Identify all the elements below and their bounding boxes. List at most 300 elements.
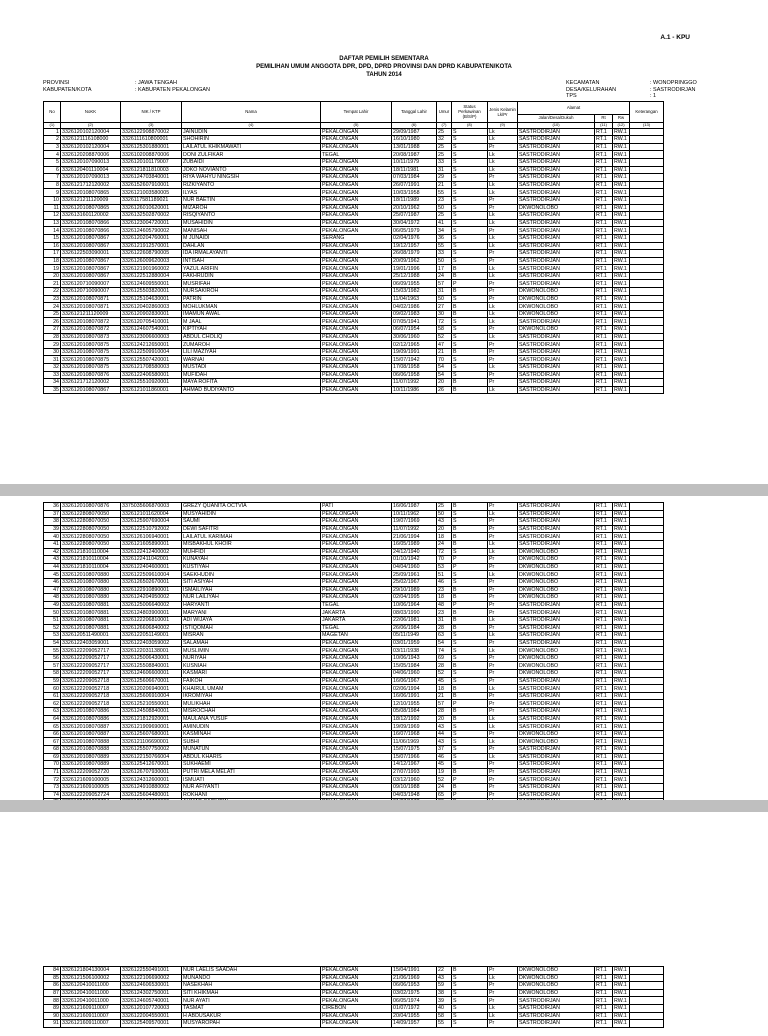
table-cell: PEKALONGAN — [321, 356, 392, 364]
table-cell: 3326126707930001 — [121, 768, 182, 776]
table-cell — [630, 257, 664, 265]
table-cell: NUR LAELIS SAADAH — [182, 967, 321, 975]
table-cell: 51 — [44, 616, 61, 624]
table-cell — [630, 670, 664, 678]
table-row — [44, 601, 664, 609]
table-cell: 3326122512880004 — [121, 272, 182, 280]
table-cell: 34 — [437, 227, 452, 235]
table-cell: 49 — [44, 601, 61, 609]
table-cell: PEKALONGAN — [321, 333, 392, 341]
table-cell: HARYANTI — [182, 601, 321, 609]
table-cell: 45 — [437, 761, 452, 769]
table-cell: DKWONOLOBO — [518, 738, 595, 746]
table-cell: 3326121211120009 — [61, 196, 121, 204]
table-cell: FAIKOH — [182, 677, 321, 685]
table-cell: 65 — [437, 791, 452, 799]
table-cell: PEKALONGAN — [321, 265, 392, 273]
table-cell: RW.1 — [613, 288, 630, 296]
table-cell — [630, 371, 664, 379]
table-cell: PEKALONGAN — [321, 723, 392, 731]
table-cell: PEKALONGAN — [321, 563, 392, 571]
table-cell: 20/04/1955 — [392, 1012, 437, 1020]
table-cell: 3326121506100002 — [61, 974, 121, 982]
table-cell: PEKALONGAN — [321, 997, 392, 1005]
table-cell: JAKARTA — [321, 616, 392, 624]
table-cell: RT.1 — [595, 242, 613, 250]
table-cell: 3326122209052718 — [61, 677, 121, 685]
table-cell: 3326125210550001 — [121, 700, 182, 708]
table-cell: PEKALONGAN — [321, 196, 392, 204]
title-line-1: DAFTAR PEMILIH SEMENTARA — [339, 56, 429, 62]
table-cell: 04/06/1960 — [392, 670, 437, 678]
table-cell: 86 — [44, 982, 61, 990]
table-cell: 03/12/1960 — [392, 776, 437, 784]
table-cell: 46 — [437, 578, 452, 586]
table-cell: DKWONOLOBO — [518, 670, 595, 678]
table-cell: ZUMAROH — [182, 341, 321, 349]
table-cell: 41 — [437, 219, 452, 227]
table-cell — [630, 166, 664, 174]
table-cell: DAHLAN — [182, 242, 321, 250]
table-cell: Pr — [488, 518, 518, 526]
table-cell: 37 — [437, 746, 452, 754]
table-cell: B — [452, 586, 488, 594]
table-cell: RT.1 — [595, 364, 613, 372]
table-cell: S — [452, 371, 488, 379]
table-cell: PEKALONGAN — [321, 989, 392, 997]
table-cell — [630, 677, 664, 685]
table-cell: RT.1 — [595, 257, 613, 265]
table-cell — [630, 783, 664, 791]
table-cell: 3326131601120002 — [61, 212, 121, 220]
table-cell — [630, 189, 664, 197]
table-cell: RT.1 — [595, 295, 613, 303]
table-row — [44, 662, 664, 670]
table-cell: RT.1 — [595, 303, 613, 311]
table-cell: RW.1 — [613, 586, 630, 594]
table-cell: PEKALONGAN — [321, 143, 392, 151]
table-cell: KUSNIAH — [182, 662, 321, 670]
table-cell — [630, 594, 664, 602]
table-cell: SASTRODIRJAN — [518, 601, 595, 609]
table-cell: 32 — [44, 364, 61, 372]
table-cell: 44 — [44, 563, 61, 571]
table-cell: S — [452, 548, 488, 556]
table-cell: 15/07/1975 — [392, 746, 437, 754]
table-cell: 3326120902830001 — [121, 310, 182, 318]
table-cell: KIPTIYAH — [182, 326, 321, 334]
table-cell — [630, 556, 664, 564]
table-cell: JAKARTA — [321, 609, 392, 617]
meta-label: DESA/KELURAHAN — [566, 86, 617, 93]
table-cell: 06/06/1958 — [392, 371, 437, 379]
table-cell: 3326125503820001 — [121, 288, 182, 296]
table-cell: 43 — [437, 738, 452, 746]
table-cell: Pr — [488, 556, 518, 564]
table-cell: RT.1 — [595, 677, 613, 685]
table-cell: 55 — [437, 242, 452, 250]
table-cell: 58 — [437, 1012, 452, 1020]
table-cell: SASTRODIRJAN — [518, 776, 595, 784]
table-cell: 3326121609110007 — [61, 1012, 121, 1020]
table-row — [44, 151, 664, 159]
table-cell: 10/11/1962 — [392, 510, 437, 518]
table-row — [44, 746, 664, 754]
table-cell: 11/07/1992 — [392, 525, 437, 533]
table-cell — [630, 204, 664, 212]
table-cell: 3326122404600001 — [121, 563, 182, 571]
table-row — [44, 677, 664, 685]
table-cell: Pr — [488, 677, 518, 685]
table-row — [44, 548, 664, 556]
table-cell: GREZY QUANITA OCTVIA — [182, 503, 321, 511]
table-cell: B — [452, 540, 488, 548]
table-cell: DKWONOLOBO — [518, 586, 595, 594]
table-cell: RW.1 — [613, 234, 630, 242]
table-cell: Pr — [488, 174, 518, 182]
table-cell: 3326120108070875 — [61, 341, 121, 349]
column-number: (11) — [595, 122, 613, 128]
table-cell — [630, 174, 664, 182]
table-cell: 3326121810110004 — [61, 563, 121, 571]
table-cell: RT.1 — [595, 341, 613, 349]
table-cell: MUNATUN — [182, 746, 321, 754]
table-cell: DKWONOLOBO — [518, 310, 595, 318]
col-alamat: Alamat — [518, 102, 630, 115]
table-cell: 84 — [44, 967, 61, 975]
table-cell: PEKALONGAN — [321, 982, 392, 990]
table-cell: Lk — [488, 364, 518, 372]
table-cell: 19 — [44, 265, 61, 273]
table-cell: RW.1 — [613, 776, 630, 784]
table-cell: 3326120108070867 — [61, 257, 121, 265]
table-cell: Pr — [488, 578, 518, 586]
table-cell: 30 — [437, 310, 452, 318]
meta-value: : JAWA TENGAH — [135, 80, 177, 86]
table-cell: 19 — [437, 768, 452, 776]
meta-label: KECAMATAN — [566, 80, 600, 86]
table-cell: 3326120101179007 — [121, 158, 182, 166]
table-cell: RW.1 — [613, 525, 630, 533]
table-cell: PEKALONGAN — [321, 1012, 392, 1020]
table-cell: 21/06/1969 — [392, 974, 437, 982]
table-cell: Pr — [488, 670, 518, 678]
table-cell: JAINUDIN — [182, 128, 321, 136]
table-cell: S — [452, 341, 488, 349]
table-cell: Lk — [488, 1004, 518, 1012]
table-row — [44, 776, 664, 784]
table-cell: MUNANDO — [182, 974, 321, 982]
table-cell: SALAMAH — [182, 639, 321, 647]
table-cell: 3326120107090013 — [61, 158, 121, 166]
table-cell: RT.1 — [595, 685, 613, 693]
table-cell: 24 — [437, 783, 452, 791]
table-cell: 31 — [437, 616, 452, 624]
table-cell: SASTRODIRJAN — [518, 768, 595, 776]
table-cell: 43 — [437, 974, 452, 982]
table-cell: MISROCHAH — [182, 708, 321, 716]
table-cell: RW.1 — [613, 196, 630, 204]
table-cell: PEKALONGAN — [321, 738, 392, 746]
table-cell: S — [452, 189, 488, 197]
table-cell: 8 — [44, 181, 61, 189]
table-cell: S — [452, 1020, 488, 1028]
table-cell: RW.1 — [613, 143, 630, 151]
table-cell: RW.1 — [613, 989, 630, 997]
table-cell: RT.1 — [595, 730, 613, 738]
table-row — [44, 379, 664, 387]
table-cell: RW.1 — [613, 189, 630, 197]
table-cell: S — [452, 677, 488, 685]
table-cell: KUNAYAH — [182, 556, 321, 564]
table-cell: RT.1 — [595, 525, 613, 533]
table-cell: Lk — [488, 189, 518, 197]
table-cell: SASTRODIRJAN — [518, 1004, 595, 1012]
table-row — [44, 364, 664, 372]
table-cell: RW.1 — [613, 303, 630, 311]
table-cell: RW.1 — [613, 310, 630, 318]
table-row — [44, 234, 664, 242]
table-cell: 28 — [437, 708, 452, 716]
table-row — [44, 303, 664, 311]
table-cell: Lk — [488, 212, 518, 220]
table-cell: Pr — [488, 989, 518, 997]
table-cell: B — [452, 503, 488, 511]
table-cell: Pr — [488, 761, 518, 769]
table-cell: SASTRODIRJAN — [518, 272, 595, 280]
table-cell: 03/02/1975 — [392, 989, 437, 997]
table-cell: B — [452, 288, 488, 296]
table-cell: 4 — [44, 151, 61, 159]
table-cell: 3326124312600001 — [121, 776, 182, 784]
table-cell: DONI ZULFIKAR — [182, 151, 321, 159]
table-cell: PEKALONGAN — [321, 326, 392, 334]
table-cell: SASTRODIRJAN — [518, 356, 595, 364]
table-cell — [630, 250, 664, 258]
table-cell: MULIKHAH — [182, 700, 321, 708]
table-cell: SASTRODIRJAN — [518, 181, 595, 189]
table-cell: RIZKIYANTO — [182, 181, 321, 189]
table-cell: 3326120108070871 — [61, 295, 121, 303]
table-cell: 21 — [437, 181, 452, 189]
table-cell: 3326122808070050 — [61, 518, 121, 526]
col-keterangan: Keterangan — [630, 102, 664, 123]
table-cell: PEKALONGAN — [321, 166, 392, 174]
table-cell: RT.1 — [595, 174, 613, 182]
table-cell: H ABDUSAKUR — [182, 1012, 321, 1020]
table-cell: RW.1 — [613, 151, 630, 159]
table-cell: RW.1 — [613, 997, 630, 1005]
table-cell: 07/03/1984 — [392, 174, 437, 182]
table-cell: 20/09/1962 — [392, 257, 437, 265]
table-cell: Pr — [488, 379, 518, 387]
table-cell: 21 — [44, 280, 61, 288]
table-cell: RT.1 — [595, 379, 613, 387]
table-cell: 72 — [437, 548, 452, 556]
table-cell: MAYA ROFITA — [182, 379, 321, 387]
table-row — [44, 578, 664, 586]
table-cell: 3326120108070866 — [61, 219, 121, 227]
table-cell: PEKALONGAN — [321, 768, 392, 776]
table-cell: 43 — [44, 556, 61, 564]
table-row — [44, 265, 664, 273]
table-cell: B — [452, 609, 488, 617]
table-cell — [630, 1020, 664, 1028]
table-cell: 53 — [437, 563, 452, 571]
table-cell: 72 — [437, 318, 452, 326]
table-cell: ISMUATI — [182, 776, 321, 784]
table-row — [44, 1020, 664, 1028]
table-cell: RW.1 — [613, 333, 630, 341]
table-cell: RW.1 — [613, 601, 630, 609]
table-cell: S — [452, 1004, 488, 1012]
table-cell: SASTRODIRJAN — [518, 196, 595, 204]
table-cell: 32 — [437, 136, 452, 144]
table-cell: S — [452, 234, 488, 242]
table-cell: S — [452, 227, 488, 235]
table-cell: 16 — [44, 242, 61, 250]
table-cell: 27 — [437, 303, 452, 311]
table-row — [44, 533, 664, 541]
table-cell: 30 — [44, 348, 61, 356]
table-cell: RW.1 — [613, 753, 630, 761]
table-row — [44, 715, 664, 723]
table-cell: 3326120108070888 — [61, 738, 121, 746]
table-cell: RT.1 — [595, 136, 613, 144]
table-cell: S — [452, 196, 488, 204]
table-cell: RW.1 — [613, 974, 630, 982]
table-cell: 3326124212650001 — [121, 341, 182, 349]
table-cell: IKROMIYAH — [182, 692, 321, 700]
table-cell: SASTRODIRJAN — [518, 632, 595, 640]
table-cell: KHAIRUL UMAM — [182, 685, 321, 693]
table-cell: MOHLUKMAN — [182, 303, 321, 311]
table-cell: RW.1 — [613, 174, 630, 182]
table-cell: 3326121712120002 — [61, 181, 121, 189]
table-cell: 20 — [437, 525, 452, 533]
voter-table-page-3 — [43, 966, 664, 1028]
table-cell: RW.1 — [613, 700, 630, 708]
table-cell: AHMAD BUDIYANTO — [182, 386, 321, 394]
table-cell: S — [452, 333, 488, 341]
table-cell: Pr — [488, 143, 518, 151]
table-row — [44, 632, 664, 640]
table-cell: RW.1 — [613, 783, 630, 791]
table-cell: LAILATUL KARIMAH — [182, 533, 321, 541]
table-cell: PEKALONGAN — [321, 548, 392, 556]
table-cell: RT.1 — [595, 639, 613, 647]
table-cell: RT.1 — [595, 333, 613, 341]
table-cell: RT.1 — [595, 692, 613, 700]
table-cell: MUSYAROPAH — [182, 1020, 321, 1028]
table-cell: ISTIQOMAH — [182, 624, 321, 632]
table-cell: 3326122808070050 — [61, 510, 121, 518]
page-1 — [0, 0, 768, 484]
table-cell: S — [452, 242, 488, 250]
table-cell: 3326120108070867 — [61, 272, 121, 280]
table-row — [44, 768, 664, 776]
table-cell: 31 — [44, 356, 61, 364]
page-3 — [0, 800, 768, 1036]
table-cell: 42 — [44, 548, 61, 556]
table-cell: 3326122209052718 — [61, 700, 121, 708]
col-rw: Rw — [613, 115, 630, 123]
voter-table-page-1 — [43, 101, 664, 394]
table-cell: 16/07/1968 — [392, 730, 437, 738]
table-cell: 50 — [437, 204, 452, 212]
table-cell: Pr — [488, 326, 518, 334]
table-cell: RT.1 — [595, 356, 613, 364]
table-cell: RW.1 — [613, 632, 630, 640]
table-cell: RW.1 — [613, 1004, 630, 1012]
table-cell: 11 — [44, 204, 61, 212]
table-cell: 40 — [44, 533, 61, 541]
table-cell: PEKALONGAN — [321, 967, 392, 975]
table-cell: AMINUDIN — [182, 723, 321, 731]
table-cell: KUSTIYAH — [182, 563, 321, 571]
table-cell: Lk — [488, 974, 518, 982]
table-cell: SASTRODIRJAN — [518, 242, 595, 250]
table-cell: S — [452, 571, 488, 579]
table-cell — [630, 533, 664, 541]
table-cell: 22 — [44, 288, 61, 296]
table-cell: 25 — [437, 128, 452, 136]
table-cell: 22 — [437, 967, 452, 975]
table-cell: 3326122910890001 — [121, 586, 182, 594]
table-cell: 20 — [437, 715, 452, 723]
table-cell: RW.1 — [613, 723, 630, 731]
table-cell: 3326122509610004 — [121, 571, 182, 579]
table-cell: RW.1 — [613, 556, 630, 564]
table-cell: P — [452, 700, 488, 708]
table-cell: RT.1 — [595, 196, 613, 204]
table-cell: 10/06/1943 — [392, 654, 437, 662]
table-cell: 3326125606670001 — [121, 677, 182, 685]
table-cell: 3326121912570001 — [121, 242, 182, 250]
table-cell: 45 — [437, 677, 452, 685]
table-row — [44, 730, 664, 738]
table-cell: SASTRODIRJAN — [518, 685, 595, 693]
table-cell: RT.1 — [595, 272, 613, 280]
table-row — [44, 158, 664, 166]
column-number: (2) — [61, 122, 121, 128]
table-cell: 3326120108070875 — [61, 364, 121, 372]
table-cell: 3326120108070872 — [61, 326, 121, 334]
table-cell: 3326120204760001 — [121, 234, 182, 242]
table-cell: 69 — [44, 753, 61, 761]
table-cell: Pr — [488, 356, 518, 364]
table-cell: 3326120710090007 — [61, 280, 121, 288]
table-cell: S — [452, 174, 488, 182]
table-cell: PEKALONGAN — [321, 364, 392, 372]
table-row — [44, 540, 664, 548]
table-cell: 3326120108070886 — [61, 708, 121, 716]
table-cell: PEKALONGAN — [321, 189, 392, 197]
table-cell — [630, 1012, 664, 1020]
table-cell: 53 — [44, 632, 61, 640]
table-cell: 3326120108070887 — [61, 730, 121, 738]
table-cell: Pr — [488, 700, 518, 708]
table-cell: 3326132502870002 — [121, 212, 182, 220]
table-cell: PEKALONGAN — [321, 761, 392, 769]
table-cell: SASTRODIRJAN — [518, 227, 595, 235]
table-row — [44, 333, 664, 341]
table-cell: ADI WIJAYA — [182, 616, 321, 624]
table-cell: 17 — [437, 265, 452, 273]
table-cell: PEKALONGAN — [321, 700, 392, 708]
table-cell: 28 — [44, 333, 61, 341]
table-cell: NURSAKIROH — [182, 288, 321, 296]
